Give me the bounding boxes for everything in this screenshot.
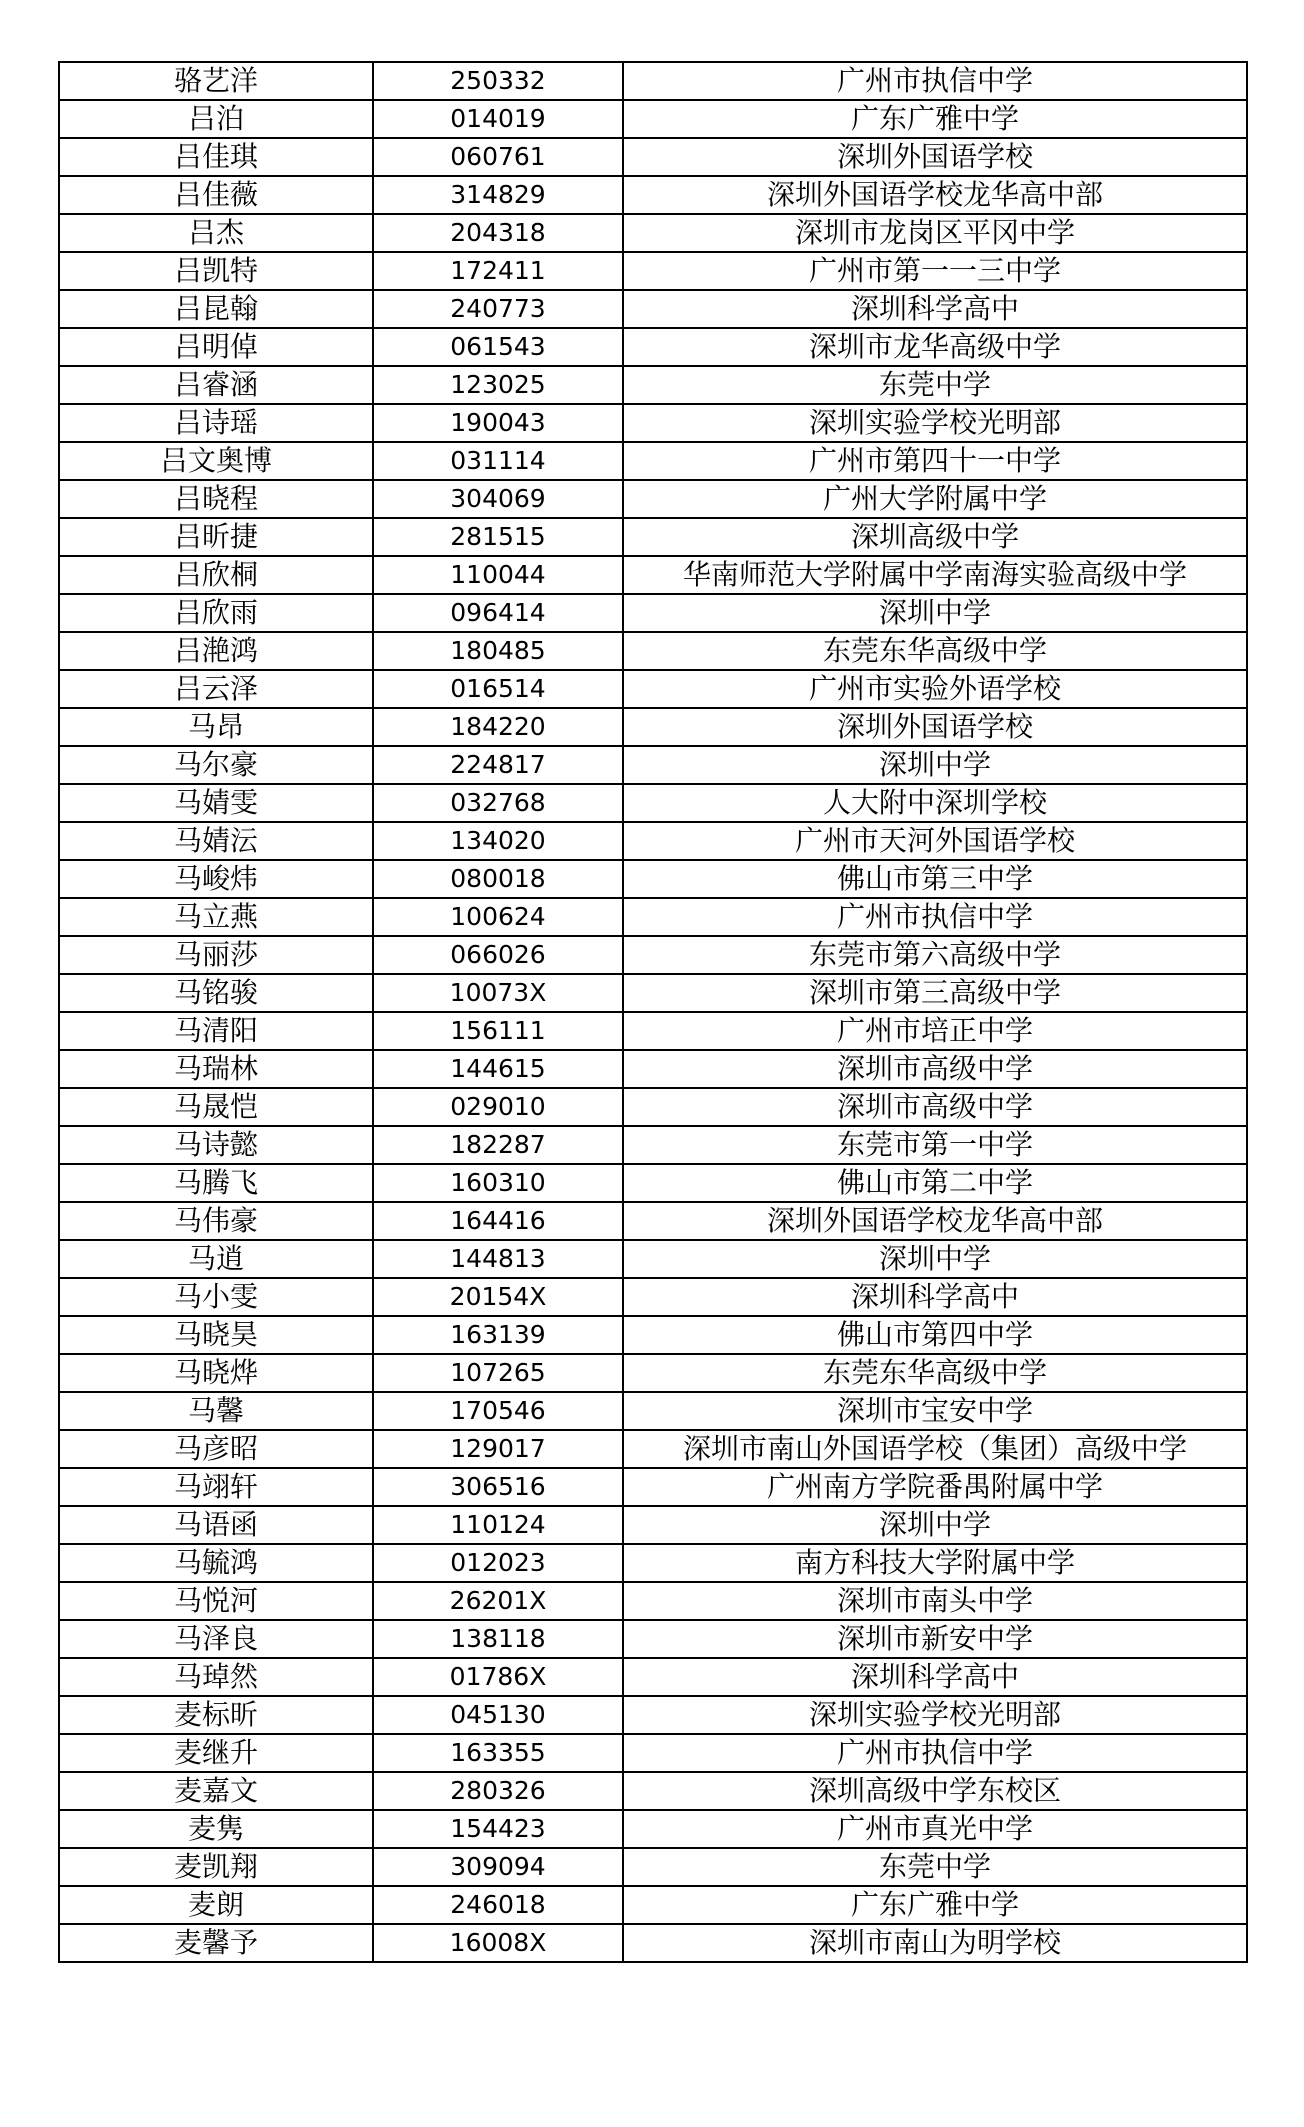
table-row [59,784,1247,822]
table-row [59,1392,1247,1430]
student-name: 马彦昭 [59,1430,373,1468]
student-name: 麦嘉文 [59,1772,373,1810]
student-id: 172411 [373,252,623,290]
student-id: 156111 [373,1012,623,1050]
table-row [59,138,1247,176]
student-name: 麦馨予 [59,1924,373,1962]
school-name: 深圳市南头中学 [623,1582,1247,1620]
school-name: 深圳外国语学校 [623,708,1247,746]
table-row [59,1620,1247,1658]
school-name: 华南师范大学附属中学南海实验高级中学 [623,556,1247,594]
school-name: 广州市真光中学 [623,1810,1247,1848]
table-row [59,822,1247,860]
student-id: 20154X [373,1278,623,1316]
student-id: 240773 [373,290,623,328]
school-name: 广州市培正中学 [623,1012,1247,1050]
school-name: 广州市执信中学 [623,898,1247,936]
table-row [59,328,1247,366]
school-name: 深圳中学 [623,1240,1247,1278]
roster-table [58,61,1248,1963]
student-id: 096414 [373,594,623,632]
table-row [59,1468,1247,1506]
school-name: 人大附中深圳学校 [623,784,1247,822]
student-id: 01786X [373,1658,623,1696]
student-id: 180485 [373,632,623,670]
student-name: 麦朗 [59,1886,373,1924]
student-id: 060761 [373,138,623,176]
school-name: 深圳市南山为明学校 [623,1924,1247,1962]
school-name: 东莞东华高级中学 [623,632,1247,670]
student-name: 吕晓程 [59,480,373,518]
school-name: 东莞市第六高级中学 [623,936,1247,974]
student-name: 马诗懿 [59,1126,373,1164]
student-id: 100624 [373,898,623,936]
table-row [59,1772,1247,1810]
student-name: 马丽莎 [59,936,373,974]
table-row [59,1240,1247,1278]
student-name: 马立燕 [59,898,373,936]
table-row [59,1164,1247,1202]
student-id: 246018 [373,1886,623,1924]
school-name: 深圳科学高中 [623,1658,1247,1696]
school-name: 广州市执信中学 [623,1734,1247,1772]
student-id: 080018 [373,860,623,898]
student-name: 马清阳 [59,1012,373,1050]
table-row [59,974,1247,1012]
student-id: 031114 [373,442,623,480]
school-name: 广东广雅中学 [623,1886,1247,1924]
student-name: 吕欣桐 [59,556,373,594]
student-name: 马尔豪 [59,746,373,784]
school-name: 深圳市高级中学 [623,1050,1247,1088]
student-id: 144615 [373,1050,623,1088]
school-name: 广州市天河外国语学校 [623,822,1247,860]
school-name: 广州市第一一三中学 [623,252,1247,290]
student-name: 吕睿涵 [59,366,373,404]
table-row [59,936,1247,974]
student-name: 马晓昊 [59,1316,373,1354]
table-row [59,1810,1247,1848]
student-name: 吕佳琪 [59,138,373,176]
table-row [59,1506,1247,1544]
student-name: 骆艺洋 [59,62,373,100]
student-name: 马峻炜 [59,860,373,898]
school-name: 广州市执信中学 [623,62,1247,100]
student-id: 281515 [373,518,623,556]
table-row [59,442,1247,480]
table-row [59,1126,1247,1164]
student-name: 吕欣雨 [59,594,373,632]
student-name: 马翊轩 [59,1468,373,1506]
roster-body [59,62,1247,1962]
student-name: 马昂 [59,708,373,746]
student-id: 045130 [373,1696,623,1734]
student-id: 163355 [373,1734,623,1772]
table-row [59,62,1247,100]
student-name: 吕昆翰 [59,290,373,328]
student-name: 马毓鸿 [59,1544,373,1582]
student-id: 123025 [373,366,623,404]
student-id: 306516 [373,1468,623,1506]
table-row [59,746,1247,784]
school-name: 深圳科学高中 [623,290,1247,328]
school-name: 深圳实验学校光明部 [623,1696,1247,1734]
student-name: 马晓烨 [59,1354,373,1392]
school-name: 深圳中学 [623,594,1247,632]
table-row [59,518,1247,556]
student-id: 032768 [373,784,623,822]
school-name: 南方科技大学附属中学 [623,1544,1247,1582]
table-row [59,1088,1247,1126]
table-row [59,404,1247,442]
school-name: 佛山市第二中学 [623,1164,1247,1202]
student-id: 170546 [373,1392,623,1430]
table-row [59,252,1247,290]
student-name: 马婧沄 [59,822,373,860]
student-id: 014019 [373,100,623,138]
table-row [59,1354,1247,1392]
student-name: 马伟豪 [59,1202,373,1240]
table-row [59,1696,1247,1734]
table-row [59,1430,1247,1468]
table-row [59,366,1247,404]
student-name: 吕诗瑶 [59,404,373,442]
table-row [59,1658,1247,1696]
school-name: 东莞中学 [623,1848,1247,1886]
student-name: 马腾飞 [59,1164,373,1202]
student-name: 吕凯特 [59,252,373,290]
student-id: 314829 [373,176,623,214]
school-name: 深圳科学高中 [623,1278,1247,1316]
table-row [59,1050,1247,1088]
table-row [59,632,1247,670]
student-name: 吕昕捷 [59,518,373,556]
student-id: 129017 [373,1430,623,1468]
school-name: 深圳市第三高级中学 [623,974,1247,1012]
student-id: 016514 [373,670,623,708]
student-name: 马语函 [59,1506,373,1544]
student-name: 马逍 [59,1240,373,1278]
student-name: 吕云泽 [59,670,373,708]
student-id: 304069 [373,480,623,518]
table-row [59,1886,1247,1924]
student-id: 154423 [373,1810,623,1848]
school-name: 深圳中学 [623,1506,1247,1544]
student-id: 160310 [373,1164,623,1202]
school-name: 广州大学附属中学 [623,480,1247,518]
school-name: 深圳外国语学校龙华高中部 [623,1202,1247,1240]
student-name: 马铭骏 [59,974,373,1012]
student-id: 110044 [373,556,623,594]
student-id: 107265 [373,1354,623,1392]
table-row [59,594,1247,632]
student-name: 马馨 [59,1392,373,1430]
school-name: 深圳高级中学东校区 [623,1772,1247,1810]
school-name: 东莞市第一中学 [623,1126,1247,1164]
school-name: 深圳高级中学 [623,518,1247,556]
table-row [59,100,1247,138]
school-name: 东莞中学 [623,366,1247,404]
student-name: 马悦河 [59,1582,373,1620]
student-name: 吕泊 [59,100,373,138]
table-row [59,1544,1247,1582]
table-row [59,556,1247,594]
student-name: 麦标昕 [59,1696,373,1734]
student-name: 麦继升 [59,1734,373,1772]
student-name: 马泽良 [59,1620,373,1658]
table-row [59,214,1247,252]
student-id: 190043 [373,404,623,442]
student-name: 吕明倬 [59,328,373,366]
school-name: 深圳实验学校光明部 [623,404,1247,442]
table-row [59,176,1247,214]
school-name: 佛山市第三中学 [623,860,1247,898]
school-name: 深圳市龙华高级中学 [623,328,1247,366]
student-name: 马晟恺 [59,1088,373,1126]
school-name: 深圳外国语学校 [623,138,1247,176]
student-id: 066026 [373,936,623,974]
student-name: 马婧雯 [59,784,373,822]
table-row [59,860,1247,898]
student-name: 麦隽 [59,1810,373,1848]
school-name: 广州南方学院番禺附属中学 [623,1468,1247,1506]
student-id: 144813 [373,1240,623,1278]
student-id: 163139 [373,1316,623,1354]
student-name: 马小雯 [59,1278,373,1316]
student-name: 吕杰 [59,214,373,252]
student-id: 280326 [373,1772,623,1810]
school-name: 深圳市龙岗区平冈中学 [623,214,1247,252]
student-name: 吕佳薇 [59,176,373,214]
student-id: 164416 [373,1202,623,1240]
school-name: 深圳市高级中学 [623,1088,1247,1126]
table-row [59,708,1247,746]
school-name: 广东广雅中学 [623,100,1247,138]
student-id: 110124 [373,1506,623,1544]
table-row [59,670,1247,708]
school-name: 广州市第四十一中学 [623,442,1247,480]
school-name: 深圳市南山外国语学校（集团）高级中学 [623,1430,1247,1468]
table-row [59,1924,1247,1962]
school-name: 深圳外国语学校龙华高中部 [623,176,1247,214]
school-name: 东莞东华高级中学 [623,1354,1247,1392]
student-id: 134020 [373,822,623,860]
student-id: 10073X [373,974,623,1012]
table-row [59,1012,1247,1050]
student-id: 182287 [373,1126,623,1164]
table-row [59,1202,1247,1240]
student-id: 224817 [373,746,623,784]
student-name: 吕文奥博 [59,442,373,480]
table-row [59,898,1247,936]
student-name: 马琸然 [59,1658,373,1696]
school-name: 深圳中学 [623,746,1247,784]
student-id: 138118 [373,1620,623,1658]
table-row [59,1316,1247,1354]
student-id: 16008X [373,1924,623,1962]
table-row [59,1734,1247,1772]
school-name: 佛山市第四中学 [623,1316,1247,1354]
roster-sheet [58,61,1246,1963]
student-id: 012023 [373,1544,623,1582]
student-name: 马瑞林 [59,1050,373,1088]
student-id: 204318 [373,214,623,252]
table-row [59,1582,1247,1620]
table-row [59,480,1247,518]
school-name: 深圳市新安中学 [623,1620,1247,1658]
student-id: 250332 [373,62,623,100]
student-id: 26201X [373,1582,623,1620]
student-name: 麦凯翔 [59,1848,373,1886]
student-id: 029010 [373,1088,623,1126]
table-row [59,1278,1247,1316]
student-id: 184220 [373,708,623,746]
student-id: 309094 [373,1848,623,1886]
student-id: 061543 [373,328,623,366]
school-name: 广州市实验外语学校 [623,670,1247,708]
table-row [59,1848,1247,1886]
school-name: 深圳市宝安中学 [623,1392,1247,1430]
table-row [59,290,1247,328]
student-name: 吕滟鸿 [59,632,373,670]
